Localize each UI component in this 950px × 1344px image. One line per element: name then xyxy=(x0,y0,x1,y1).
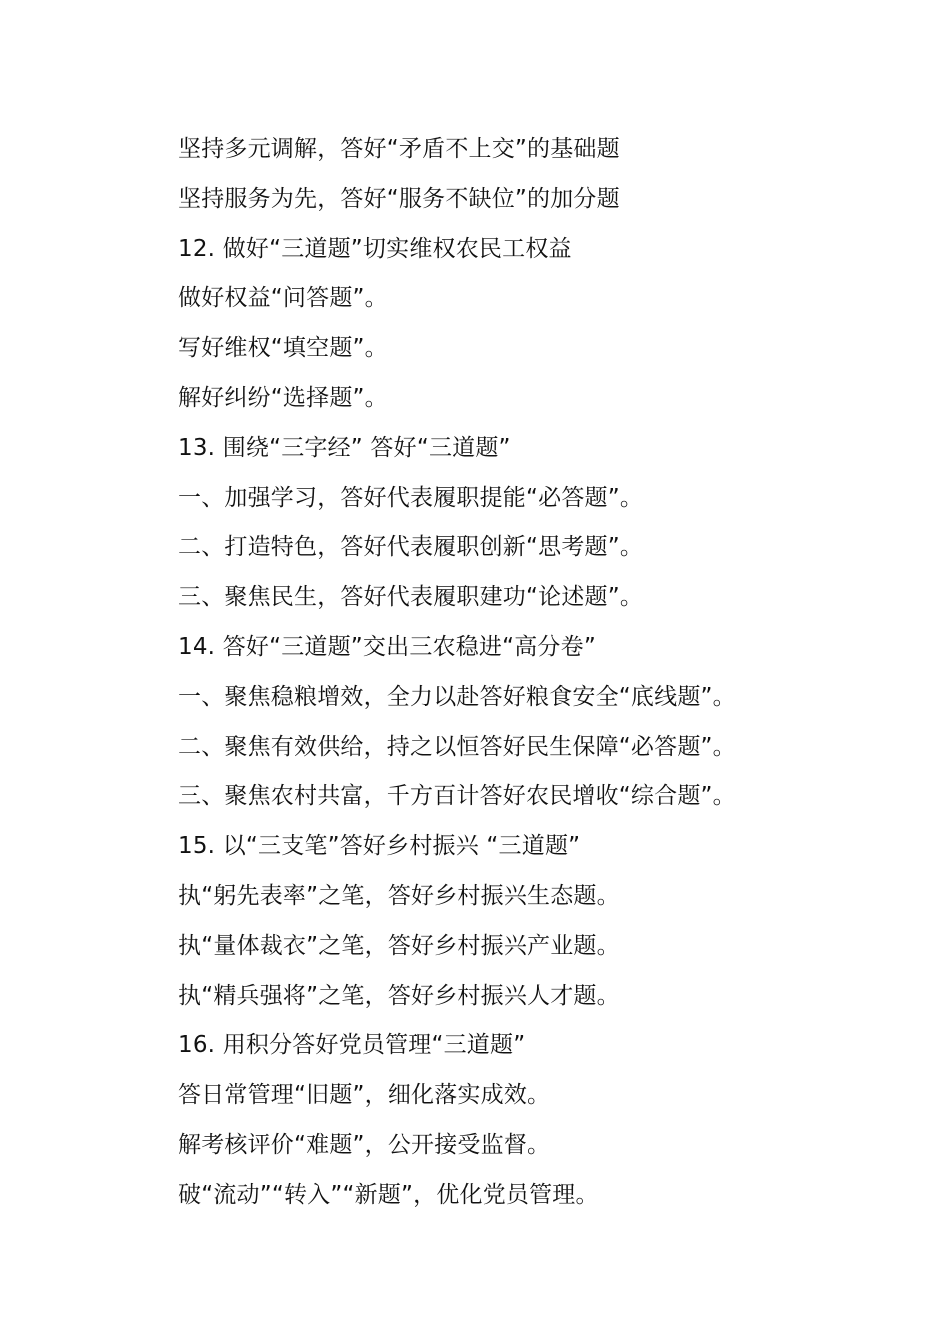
text-line: 一、加强学习，答好代表履职提能“必答题”。 xyxy=(178,484,644,511)
section-heading-14: 14. 答好“三道题”交出三农稳进“高分卷” xyxy=(178,633,596,660)
text-line: 二、打造特色，答好代表履职创新“思考题”。 xyxy=(178,534,644,561)
text-line: 做好权益“问答题”。 xyxy=(178,285,388,312)
section-heading-15: 15. 以“三支笔”答好乡村振兴 “三道题” xyxy=(178,833,581,860)
text-line: 三、聚焦民生，答好代表履职建功“论述题”。 xyxy=(178,584,644,611)
document-body xyxy=(178,125,918,1221)
text-line: 写好维权“填空题”。 xyxy=(178,335,388,362)
text-line: 坚持多元调解，答好“矛盾不上交”的基础题 xyxy=(178,136,620,162)
text-line: 解好纠纷“选择题”。 xyxy=(178,384,388,411)
section-heading-13: 13. 围绕“三字经” 答好“三道题” xyxy=(178,434,511,461)
text-line: 二、聚焦有效供给，持之以恒答好民生保障“必答题”。 xyxy=(178,733,736,760)
text-line: 坚持服务为先，答好“服务不缺位”的加分题 xyxy=(178,185,620,212)
text-line: 执“量体裁衣”之笔，答好乡村振兴产业题。 xyxy=(178,932,620,959)
text-line: 解考核评价“难题”，公开接受监督。 xyxy=(178,1131,551,1158)
text-line: 执“躬先表率”之笔，答好乡村振兴生态题。 xyxy=(178,882,620,909)
text-line: 执“精兵强将”之笔，答好乡村振兴人才题。 xyxy=(178,982,620,1009)
text-line: 三、聚焦农村共富，千方百计答好农民增收“综合题”。 xyxy=(178,783,736,810)
text-line: 破“流动”“转入”“新题”，优化党员管理。 xyxy=(178,1181,599,1208)
section-heading-12: 12. 做好“三道题”切实维权农民工权益 xyxy=(178,235,572,262)
text-line: 一、聚焦稳粮增效，全力以赴答好粮食安全“底线题”。 xyxy=(178,683,736,710)
text-line: 答日常管理“旧题”，细化落实成效。 xyxy=(178,1082,551,1109)
section-heading-16: 16. 用积分答好党员管理“三道题” xyxy=(178,1032,526,1059)
